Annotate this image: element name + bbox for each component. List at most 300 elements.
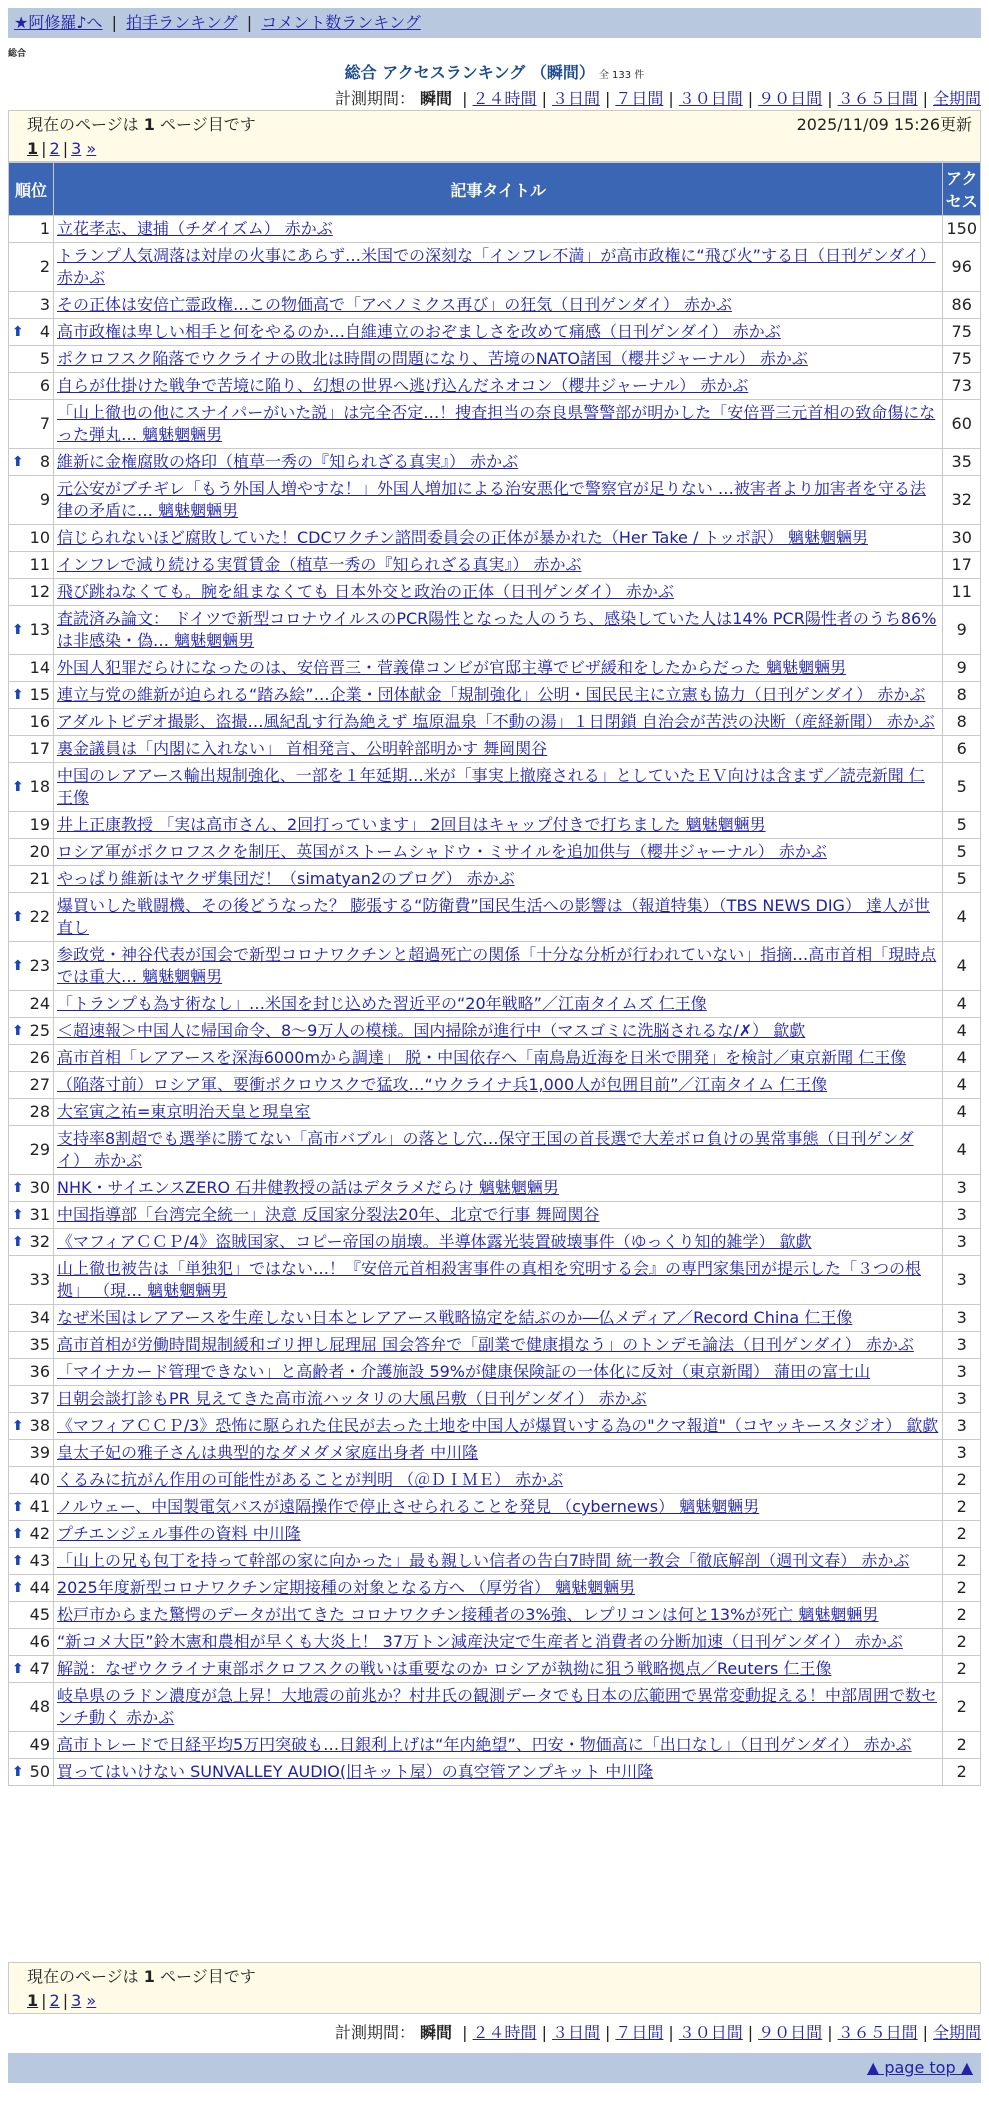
page-title — [0, 60, 989, 83]
rank-cell — [9, 449, 54, 476]
ranking-table — [8, 162, 981, 1786]
rank-cell — [9, 942, 54, 991]
period-link[interactable]: ２４時間 — [472, 89, 537, 108]
pagination-page-link[interactable]: 3 — [71, 139, 82, 158]
access-count: 2 — [943, 1759, 981, 1786]
title-cell — [54, 866, 943, 893]
table-row — [9, 736, 981, 763]
title-cell — [54, 1759, 943, 1786]
table-row — [9, 1386, 981, 1413]
table-row — [9, 1494, 981, 1521]
access-count: 2 — [943, 1683, 981, 1732]
rank-up-arrow-icon: ⬆ — [12, 687, 24, 703]
rank-cell — [9, 243, 54, 292]
rank-cell — [9, 1175, 54, 1202]
rank-up-arrow-icon: ⬆ — [12, 1207, 24, 1223]
comment-ranking-link[interactable]: コメント数ランキング — [261, 13, 421, 32]
pagination-page-link[interactable]: 3 — [71, 1991, 82, 2010]
table-row — [9, 1575, 981, 1602]
access-count: 2 — [943, 1467, 981, 1494]
period-current: 瞬間 — [420, 89, 453, 108]
rank-up-arrow-icon: ⬆ — [12, 958, 24, 974]
article-link[interactable]: 「山上徹也の他にスナイパーがいた説」は完全否定…！捜査担当の奈良県警警部が明かした「安倍晋三元首相の致命傷になった弾丸… 魑魅魍魎男 — [57, 403, 936, 444]
updated-time: 2025/11/09 15:26更新 — [796, 115, 972, 134]
period-link[interactable]: ７日間 — [615, 89, 664, 108]
title-cell — [54, 1099, 943, 1126]
article-link[interactable]: 中国指導部「台湾完全統一」決意 反国家分裂法20年、北京で行事 舞岡関谷 — [57, 1205, 600, 1224]
article-link[interactable]: 連立与党の維新が迫られる“踏み絵”…企業・団体献金「規制強化」公明・国民民主に立憲も協力（日刊ゲンダイ） 赤かぶ — [57, 685, 926, 704]
article-link[interactable]: 外国人犯罪だらけになったのは、安倍晋三・菅義偉コンビが官邸主導でビザ緩和をしたからだった 魑魅魍魎男 — [57, 658, 847, 677]
article-link[interactable]: 2025年度新型コロナワクチン定期接種の対象となる方へ （厚労省） 魑魅魍魎男 — [57, 1578, 636, 1597]
article-link[interactable]: 元公安がブチギレ「もう外国人増やすな！」外国人増加による治安悪化で警察官が足りない …被害者より加害者を守る法律の矛盾に… 魑魅魍魎男 — [57, 479, 926, 520]
access-count: 4 — [943, 991, 981, 1018]
period-link[interactable]: 全期間 — [932, 2023, 981, 2042]
rank-cell — [9, 1602, 54, 1629]
article-link[interactable]: 査読済み論文： ドイツで新型コロナウイルスのPCR陽性となった人のうち、感染していた人は14% PCR陽性者のうち86%は非感染・偽… 魑魅魍魎男 — [57, 609, 937, 650]
title-cell — [54, 655, 943, 682]
nav-separator: | — [246, 13, 253, 32]
rank-cell — [9, 1413, 54, 1440]
rank-number: 47 — [29, 1659, 50, 1678]
article-link[interactable]: 信じられないほど腐敗していた！CDCワクチン諮問委員会の正体が暴かれた（Her Take / トッポ訳） 魑魅魍魎男 — [57, 528, 869, 547]
access-count: 4 — [943, 1072, 981, 1099]
table-row — [9, 655, 981, 682]
rank-number: 27 — [29, 1075, 50, 1094]
article-link[interactable]: NHK・サイエンスZERO 石井健教授の話はデタラメだらけ 魑魅魍魎男 — [57, 1178, 559, 1197]
access-count: 35 — [943, 449, 981, 476]
page-info-suffix: ページ目です — [154, 1967, 256, 1986]
access-count: 8 — [943, 709, 981, 736]
article-link[interactable]: トランプ人気凋落は対岸の火事にあらず…米国での深刻な「インフレ不満」が高市政権に“飛び火”する日（日刊ゲンダイ） 赤かぶ — [57, 246, 936, 287]
page-info-number: 1 — [143, 115, 155, 134]
period-separator: | — [827, 2023, 833, 2042]
period-separator: | — [668, 2023, 674, 2042]
period-label: 計測期間： — [334, 2023, 415, 2042]
rank-number: 1 — [39, 219, 50, 238]
article-link[interactable]: 維新に金権腐敗の烙印（植草一秀の『知られざる真実』） 赤かぶ — [57, 452, 519, 471]
period-link[interactable]: ３日間 — [551, 2023, 600, 2042]
article-link[interactable]: 松戸市からまた驚愕のデータが出てきた コロナワクチン接種者の3%強、レプリコンは何と13%が死亡 魑魅魍魎男 — [57, 1605, 879, 1624]
title-cell — [54, 1256, 943, 1305]
rank-up-arrow-icon: ⬆ — [12, 1234, 24, 1250]
table-row — [9, 449, 981, 476]
period-link[interactable]: ３６５日間 — [837, 2023, 918, 2042]
access-count: 5 — [943, 839, 981, 866]
rank-cell — [9, 1629, 54, 1656]
access-count: 2 — [943, 1602, 981, 1629]
rank-number: 19 — [29, 815, 50, 834]
table-row — [9, 1467, 981, 1494]
access-count: 3 — [943, 1229, 981, 1256]
period-link[interactable]: ３０日間 — [678, 2023, 743, 2042]
article-link[interactable]: くるみに抗がん作用の可能性があることが判明 （＠ＤＩＭＥ） 赤かぶ — [57, 1470, 564, 1489]
access-count: 2 — [943, 1732, 981, 1759]
article-link[interactable]: 岐阜県のラドン濃度が急上昇！大地震の前兆か？村井氏の観測データでも日本の広範囲で異常変動捉える！中部周囲で数センチ動く 赤かぶ — [57, 1686, 938, 1727]
table-row — [9, 1359, 981, 1386]
table-row — [9, 216, 981, 243]
rank-cell — [9, 1332, 54, 1359]
rank-cell — [9, 736, 54, 763]
table-row — [9, 319, 981, 346]
pagination-page-link[interactable]: 2 — [49, 139, 60, 158]
article-link[interactable]: 高市首相が労働時間規制緩和ゴリ押し屁理屈 国会答弁で「副業で健康損なう」のトンデモ論法（日刊ゲンダイ） 赤かぶ — [57, 1335, 914, 1354]
article-link[interactable]: 大室寅之祐=東京明治天皇と現皇室 — [57, 1102, 311, 1121]
rank-cell — [9, 1386, 54, 1413]
rank-number: 3 — [39, 295, 50, 314]
rank-number: 15 — [29, 685, 50, 704]
title-cell — [54, 1683, 943, 1732]
rank-number: 9 — [39, 490, 50, 509]
rank-cell — [9, 1229, 54, 1256]
access-count: 17 — [943, 552, 981, 579]
rank-up-arrow-icon: ⬆ — [12, 779, 24, 795]
title-cell — [54, 449, 943, 476]
table-row — [9, 1256, 981, 1305]
title-cell — [54, 346, 943, 373]
rank-cell — [9, 839, 54, 866]
article-link[interactable]: 高市政権は卑しい相手と何をやるのか…自維連立のおぞましさを改めて痛感（日刊ゲンダイ） 赤かぶ — [57, 322, 781, 341]
rank-number: 16 — [29, 712, 50, 731]
article-link[interactable]: 高市首相「レアアースを深海6000mから調達」 脱・中国依存へ「南鳥島近海を日米で開発」を検討／東京新聞 仁王像 — [57, 1048, 907, 1067]
pagination-separator: | — [62, 1991, 69, 2010]
pagination-separator: | — [62, 139, 69, 158]
title-cell — [54, 1467, 943, 1494]
rank-number: 28 — [29, 1102, 50, 1121]
article-link[interactable]: 「山上の兄も包丁を持って幹部の家に向かった」最も親しい信者の告白7時間 統一教会「徹底解剖（週刊文春） 赤かぶ — [57, 1551, 910, 1570]
rank-cell — [9, 1440, 54, 1467]
article-link[interactable]: 日朝会談打診もPR 見えてきた高市流ハッタリの大風呂敷（日刊ゲンダイ） 赤かぶ — [57, 1389, 647, 1408]
rank-number: 38 — [29, 1416, 50, 1435]
title-cell — [54, 812, 943, 839]
rank-number: 25 — [29, 1021, 50, 1040]
header-access: アクセス — [943, 163, 981, 216]
article-link[interactable]: 買ってはいけない SUNVALLEY AUDIO(旧キット屋）の真空管アンプキット 中川隆 — [57, 1762, 654, 1781]
table-row — [9, 400, 981, 449]
rank-number: 6 — [39, 376, 50, 395]
title-cell — [54, 991, 943, 1018]
access-count: 30 — [943, 525, 981, 552]
article-link[interactable]: （陥落寸前）ロシア軍、要衝ポクロウスクで猛攻…“ウクライナ兵1,000人が包囲目前”／江南タイム 仁王像 — [57, 1075, 828, 1094]
title-cell — [54, 1548, 943, 1575]
rank-cell — [9, 525, 54, 552]
table-row — [9, 1332, 981, 1359]
rank-number: 10 — [29, 528, 50, 547]
home-link[interactable]: ★阿修羅♪へ — [14, 13, 103, 32]
rank-up-arrow-icon: ⬆ — [12, 1553, 24, 1569]
access-count: 86 — [943, 292, 981, 319]
article-link[interactable]: 高市トレードで日経平均5万円突破も…日銀利上げは“年内絶望”、円安・物価高に「出口なし」（日刊ゲンダイ） 赤かぶ — [57, 1735, 912, 1754]
article-link[interactable]: 裏金議員は「内閣に入れない」 首相発言、公明幹部明かす 舞岡関谷 — [57, 739, 548, 758]
article-link[interactable]: プチエンジェル事件の資料 中川隆 — [57, 1524, 301, 1543]
article-link[interactable]: 飛び跳ねなくても。腕を組まなくても 日本外交と政治の正体（日刊ゲンダイ） 赤かぶ — [57, 582, 674, 601]
title-cell — [54, 1413, 943, 1440]
title-cell — [54, 1629, 943, 1656]
period-separator: | — [827, 89, 833, 108]
period-separator: | — [541, 89, 547, 108]
rank-number: 44 — [29, 1578, 50, 1597]
article-link[interactable]: 皇太子妃の雅子さんは典型的なダメダメ家庭出身者 中川隆 — [57, 1443, 479, 1462]
pagination-page-link[interactable]: 2 — [49, 1991, 60, 2010]
table-row — [9, 1440, 981, 1467]
rank-up-arrow-icon: ⬆ — [12, 909, 24, 925]
access-count: 3 — [943, 1440, 981, 1467]
period-separator: | — [604, 89, 611, 108]
access-count: 2 — [943, 1494, 981, 1521]
rank-cell — [9, 866, 54, 893]
table-row — [9, 1126, 981, 1175]
rank-number: 41 — [29, 1497, 50, 1516]
rank-cell — [9, 1575, 54, 1602]
table-row — [9, 839, 981, 866]
access-count: 5 — [943, 866, 981, 893]
article-link[interactable]: 立花孝志、逮捕（チダイズム） 赤かぶ — [57, 219, 333, 238]
table-row — [9, 893, 981, 942]
access-count: 75 — [943, 319, 981, 346]
article-link[interactable]: 井上正康教授 「実は高市さん、2回打っています」 2回目はキャップ付きで打ちました 魑魅魍魎男 — [57, 815, 766, 834]
period-link[interactable]: 全期間 — [932, 89, 981, 108]
rank-number: 5 — [39, 349, 50, 368]
access-count: 9 — [943, 655, 981, 682]
pagination-bottom — [27, 1989, 962, 2013]
access-count: 2 — [943, 1575, 981, 1602]
footer-bar — [8, 2053, 981, 2083]
access-count: 4 — [943, 1099, 981, 1126]
rank-number: 42 — [29, 1524, 50, 1543]
page-info-prefix: 現在のページは — [27, 115, 144, 134]
article-link[interactable]: “新コメ大臣”鈴木憲和農相が早くも大炎上！ 37万トン減産決定で生産者と消費者の分断加速（日刊ゲンダイ） 赤かぶ — [57, 1632, 903, 1651]
title-cell — [54, 1732, 943, 1759]
article-link[interactable]: なぜ米国はレアアースを生産しない日本とレアアース戦略協定を結ぶのか―仏メディア／Record China 仁王像 — [57, 1308, 853, 1327]
rank-cell — [9, 1072, 54, 1099]
period-selector-bottom — [335, 2020, 981, 2043]
rank-number: 39 — [29, 1443, 50, 1462]
top-nav-bar — [8, 8, 981, 38]
page-info-prefix: 現在のページは — [27, 1967, 144, 1986]
rank-cell — [9, 1548, 54, 1575]
article-link[interactable]: ポクロフスク陥落でウクライナの敗北は時間の問題になり、苦境のNATO諸国（櫻井ジャーナル） 赤かぶ — [57, 349, 808, 368]
rank-number: 40 — [29, 1470, 50, 1489]
rank-cell — [9, 1521, 54, 1548]
title-cell — [54, 682, 943, 709]
access-count: 4 — [943, 1126, 981, 1175]
table-row — [9, 991, 981, 1018]
period-separator: | — [922, 89, 928, 108]
title-cell — [54, 1521, 943, 1548]
rank-cell — [9, 893, 54, 942]
table-row — [9, 606, 981, 655]
title-cell — [54, 709, 943, 736]
rank-number: 35 — [29, 1335, 50, 1354]
access-count: 8 — [943, 682, 981, 709]
article-link[interactable]: 参政党・神谷代表が国会で新型コロナワクチンと超過死亡の関係「十分な分析が行われていない」指摘…高市首相「現時点では重大… 魑魅魍魎男 — [57, 945, 937, 986]
rank-number: 37 — [29, 1389, 50, 1408]
period-separator: | — [747, 2023, 754, 2042]
title-cell — [54, 1575, 943, 1602]
table-row — [9, 1629, 981, 1656]
page-info-suffix: ページ目です — [154, 115, 256, 134]
article-link[interactable]: 解説：なぜウクライナ東部ポクロフスクの戦いは重要なのか ロシアが執拗に狙う戦略拠点／Reuters 仁王像 — [57, 1659, 832, 1678]
title-cell — [54, 476, 943, 525]
period-link[interactable]: ７日間 — [615, 2023, 664, 2042]
rank-number: 17 — [29, 739, 50, 758]
access-count: 2 — [943, 1548, 981, 1575]
period-link[interactable]: ３日間 — [551, 89, 600, 108]
rank-number: 36 — [29, 1362, 50, 1381]
table-row — [9, 942, 981, 991]
rank-cell — [9, 709, 54, 736]
ranking-table-body — [9, 216, 981, 1786]
rank-number: 12 — [29, 582, 50, 601]
rank-cell — [9, 991, 54, 1018]
rank-number: 30 — [29, 1178, 50, 1197]
article-link[interactable]: やっぱり維新はヤクザ集団だ！（simatyan2のブログ） 赤かぶ — [57, 869, 515, 888]
rank-cell — [9, 346, 54, 373]
access-count: 4 — [943, 942, 981, 991]
rank-up-arrow-icon: ⬆ — [12, 1180, 24, 1196]
rank-up-arrow-icon: ⬆ — [12, 324, 24, 340]
header-rank: 順位 — [9, 163, 54, 216]
access-count: 4 — [943, 893, 981, 942]
rank-cell — [9, 1099, 54, 1126]
period-link[interactable]: ３６５日間 — [837, 89, 918, 108]
rank-cell — [9, 1683, 54, 1732]
pagination-current-page: 1 — [27, 1991, 39, 2010]
article-link[interactable]: 「トランプも為す術なし」…米国を封じ込めた習近平の“20年戦略”／江南タイムズ 仁王像 — [57, 994, 707, 1013]
rank-number: 33 — [29, 1270, 50, 1289]
article-link[interactable]: 《マフィアＣＣＰ/3》恐怖に駆られた住民が去った土地を中国人が爆買いする為の"クマ報道"（コヤッキースタジオ） 歙歔 — [57, 1416, 939, 1435]
period-separator: | — [922, 2023, 928, 2042]
article-link[interactable]: ロシア軍がポクロフスクを制圧、英国がストームシャドウ・ミサイルを追加供与（櫻井ジャーナル） 赤かぶ — [57, 842, 827, 861]
table-row — [9, 709, 981, 736]
table-row — [9, 1018, 981, 1045]
title-cell — [54, 1229, 943, 1256]
rank-cell — [9, 1256, 54, 1305]
page-info-top — [8, 110, 981, 162]
page-top-link[interactable]: ▲ page top ▲ — [866, 2058, 973, 2077]
article-link[interactable]: 山上徹也被告は「単独犯」ではない…！『安倍元首相殺害事件の真相を究明する会』の専門家集団が提示した「３つの根拠」 （現… 魑魅魍魎男 — [57, 1259, 922, 1300]
access-count: 3 — [943, 1305, 981, 1332]
rank-number: 14 — [29, 658, 50, 677]
access-count: 2 — [943, 1521, 981, 1548]
rank-cell — [9, 373, 54, 400]
rank-up-arrow-icon: ⬆ — [12, 1580, 24, 1596]
table-row — [9, 1548, 981, 1575]
article-link[interactable]: 爆買いした戦闘機、その後どうなった？ 膨張する“防衛費”国民生活への影響は（報道特集）（TBS NEWS DIG） 達人が世直し — [57, 896, 931, 937]
table-row — [9, 579, 981, 606]
rank-number: 11 — [29, 555, 50, 574]
article-link[interactable]: 自らが仕掛けた戦争で苦境に陥り、幻想の世界へ逃げ込んだネオコン（櫻井ジャーナル） 赤かぶ — [57, 376, 749, 395]
rank-cell — [9, 1732, 54, 1759]
article-link[interactable]: 支持率8割超でも選挙に勝てない「高市バブル」の落とし穴…保守王国の首長選で大差ボロ負けの異常事態（日刊ゲンダイ） 赤かぶ — [57, 1129, 914, 1170]
table-row — [9, 1521, 981, 1548]
title-cell — [54, 216, 943, 243]
article-link[interactable]: 《マフィアＣＣＰ/4》盗賊国家、コピー帝国の崩壊。半導体露光装置破壊事件（ゆっくり知的雑学） 歙歔 — [57, 1232, 812, 1251]
rank-cell — [9, 606, 54, 655]
access-count: 96 — [943, 243, 981, 292]
access-count: 3 — [943, 1256, 981, 1305]
title-cell — [54, 1072, 943, 1099]
rank-number: 48 — [29, 1697, 50, 1716]
pagination-separator: | — [41, 139, 47, 158]
table-row — [9, 1759, 981, 1786]
rank-cell — [9, 1467, 54, 1494]
header-title: 記事タイトル — [54, 163, 943, 216]
table-row — [9, 292, 981, 319]
article-link[interactable]: インフレで減り続ける実質賃金（植草一秀の『知られざる真実』） 赤かぶ — [57, 555, 582, 574]
article-link[interactable]: 中国のレアアース輸出規制強化、一部を１年延期…米が「事実上撤廃される」としていたＥＶ向けは含まず／読売新聞 仁王像 — [57, 766, 925, 807]
period-link[interactable]: ９０日間 — [758, 2023, 823, 2042]
rank-up-arrow-icon: ⬆ — [12, 1499, 24, 1515]
rank-cell — [9, 552, 54, 579]
access-count: 2 — [943, 1656, 981, 1683]
rank-number: 32 — [29, 1232, 50, 1251]
rank-cell — [9, 319, 54, 346]
article-link[interactable]: ＜超速報＞中国人に帰国命令、8～9万人の模様。国内掃除が進行中（マスゴミに洗脳されるな/✗） 歙歔 — [57, 1021, 806, 1040]
title-cell — [54, 373, 943, 400]
title-cell — [54, 1386, 943, 1413]
period-link[interactable]: ９０日間 — [758, 89, 823, 108]
rank-cell — [9, 1759, 54, 1786]
access-count: 3 — [943, 1202, 981, 1229]
title-cell — [54, 579, 943, 606]
access-count: 5 — [943, 763, 981, 812]
pagination-current-page: 1 — [27, 139, 39, 158]
pagination-top — [27, 137, 962, 161]
period-separator: | — [462, 2023, 468, 2042]
clap-ranking-link[interactable]: 拍手ランキング — [126, 13, 238, 32]
pagination-next-link[interactable]: » — [86, 1991, 97, 2010]
title-cell — [54, 1359, 943, 1386]
period-links — [457, 2023, 981, 2042]
title-cell — [54, 1045, 943, 1072]
rank-cell — [9, 1656, 54, 1683]
period-link[interactable]: ３０日間 — [678, 89, 743, 108]
title-cell — [54, 1126, 943, 1175]
title-cell — [54, 893, 943, 942]
rank-number: 50 — [29, 1762, 50, 1781]
table-row — [9, 866, 981, 893]
rank-number: 22 — [29, 907, 50, 926]
table-row — [9, 1305, 981, 1332]
article-link[interactable]: その正体は安倍亡霊政権…この物価高で「アベノミクス再び」の狂気（日刊ゲンダイ） 赤かぶ — [57, 295, 733, 314]
table-row — [9, 1175, 981, 1202]
rank-cell — [9, 682, 54, 709]
pagination-next-link[interactable]: » — [86, 139, 97, 158]
rank-up-arrow-icon: ⬆ — [12, 622, 24, 638]
access-count: 3 — [943, 1386, 981, 1413]
article-link[interactable]: ノルウェー、中国製電気バスが遠隔操作で停止させられることを発見 （cybernews） 魑魅魍魎男 — [57, 1497, 760, 1516]
table-row — [9, 1602, 981, 1629]
title-cell — [54, 1018, 943, 1045]
table-row — [9, 763, 981, 812]
title-cell — [54, 243, 943, 292]
rank-number: 21 — [29, 869, 50, 888]
rank-number: 49 — [29, 1735, 50, 1754]
article-link[interactable]: アダルトビデオ撮影、盗撮…風紀乱す行為絶えず 塩原温泉「不動の湯」１日閉鎖 自治会が苦渋の決断（産経新聞） 赤かぶ — [57, 712, 935, 731]
rank-number: 7 — [39, 414, 50, 433]
access-count: 3 — [943, 1175, 981, 1202]
period-link[interactable]: ２４時間 — [472, 2023, 537, 2042]
period-separator: | — [604, 2023, 611, 2042]
rank-number: 45 — [29, 1605, 50, 1624]
title-cell — [54, 763, 943, 812]
table-row — [9, 373, 981, 400]
access-count: 2 — [943, 1629, 981, 1656]
page-info-bottom — [8, 1962, 981, 2014]
rank-cell — [9, 1305, 54, 1332]
article-link[interactable]: 「マイナカード管理できない」と高齢者・介護施設 59%が健康保険証の一体化に反対（東京新聞） 蒲田の富士山 — [57, 1362, 871, 1381]
table-row — [9, 1072, 981, 1099]
